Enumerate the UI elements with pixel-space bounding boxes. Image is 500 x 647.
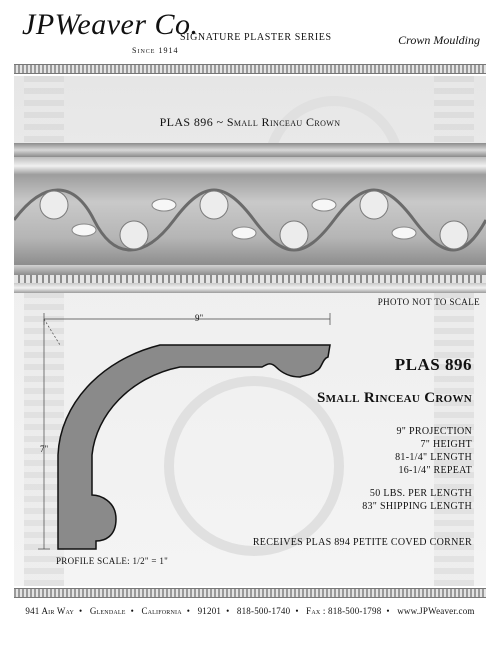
footer-state: California (141, 606, 182, 616)
bottom-ornament-border (14, 588, 486, 598)
series-title: SIGNATURE PLASTER SERIES (180, 32, 332, 43)
spec-shipping-length: 83" SHIPPING LENGTH (362, 501, 472, 512)
category-title: Crown Moulding (398, 33, 480, 47)
footer-city: Glendale (89, 606, 126, 616)
footer-website-link[interactable]: www.JPWeaver.com (397, 606, 475, 616)
crown-bottom-band (14, 283, 486, 293)
spec-repeat: 16-1/4" REPEAT (398, 465, 472, 476)
crown-moulding-photo (14, 143, 486, 293)
photo-title-code: PLAS 896 ~ (159, 115, 224, 129)
bead-and-reel-band (14, 275, 486, 283)
crown-lower-band (14, 265, 486, 275)
footer-zip: 91201 (197, 606, 222, 616)
product-specs (362, 425, 472, 513)
header (0, 0, 500, 60)
top-ornament-border (14, 64, 486, 74)
footer-fax: Fax : 818-500-1798 (306, 606, 382, 616)
crown-top-band (14, 143, 486, 157)
crown-profile-shape (58, 345, 330, 549)
spec-length: 81-1/4" LENGTH (395, 452, 472, 463)
photo-title (0, 115, 500, 130)
spec-projection: 9" PROJECTION (396, 426, 472, 437)
crown-cove-band (14, 157, 486, 175)
dimension-width: 9" (195, 313, 204, 323)
spec-height: 7" HEIGHT (420, 439, 472, 450)
profile-scale-note: PROFILE SCALE: 1/2" = 1" (56, 556, 169, 566)
rinceau-scroll-ornament (14, 175, 486, 265)
footer-phone: 818-500-1740 (236, 606, 291, 616)
receives-note: RECEIVES PLAS 894 PETITE COVED CORNER (252, 537, 472, 548)
photo-title-name: Small Rinceau Crown (226, 115, 341, 129)
rinceau-frieze (14, 175, 486, 265)
footer-address: 941 Air Way (25, 606, 75, 616)
company-logo: JPWeaver Co. (22, 8, 199, 41)
product-code: PLAS 896 (394, 355, 472, 374)
dimension-height: 7" (40, 444, 49, 454)
since-text: Since 1914 (132, 46, 179, 55)
profile-drawing (30, 305, 350, 565)
photo-scale-note: PHOTO NOT TO SCALE (377, 297, 480, 307)
footer-contact: 941 Air Way • Glendale • California • 91201 • 818-500-1740 • Fax : 818-500-1798 • www.JPWeaver.com (25, 606, 475, 616)
product-name: Small Rinceau Crown (316, 390, 472, 406)
spec-weight: 50 LBS. PER LENGTH (369, 488, 472, 499)
